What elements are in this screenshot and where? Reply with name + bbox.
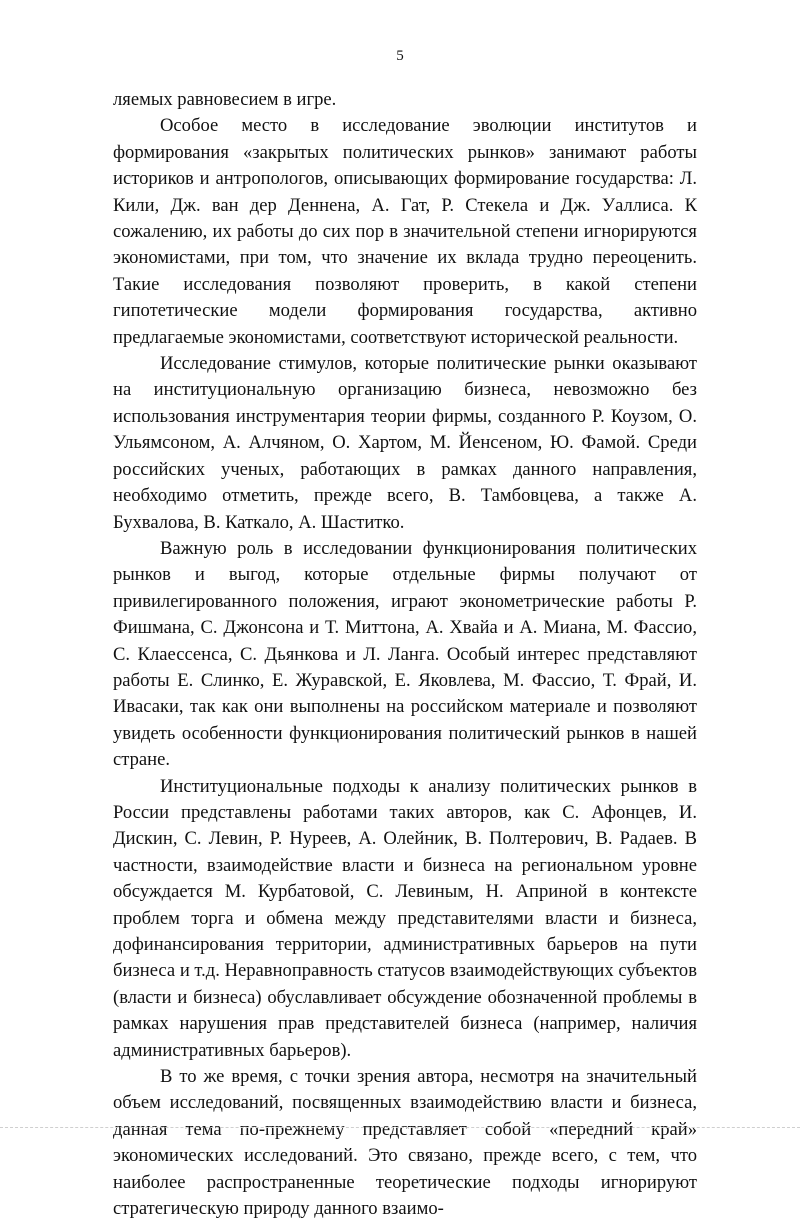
paragraph-firm-theory: Исследование стимулов, которые политические рынки оказывают на институциональную организацию бизнеса, невозможно без использования инструментария теории фирмы, созданного Р. Коузом, О. Ульямсоном, А. Алчяном, О. Хартом, М. Йенсеном, Ю. Фамой. Среди российских ученых, работающих в рамках данного направления, необходимо отметить, прежде всего, В. Тамбовцева, а также А. Бухвалова, В. Каткало, А. Шаститко. — [113, 353, 697, 533]
paragraph-institutional-approaches: Институциональные подходы к анализу политических рынков в России представлены работами таких авторов, как С. Афонцев, И. Дискин, С. Левин, Р. Нуреев, А. Олейник, В. Полтерович, В. Радаев. В частности, взаимодействие власти и бизнеса на региональном уровне обсуждается М. Курбатовой, С. Левиным, Н. Априной в контексте проблем торга и обмена между представителями власти и бизнеса, дофинансирования территории, административных барьеров на пути бизнеса и т.д. Неравноправность статусов взаимодействующих субъектов (власти и бизнеса) обуславливает обсуждение обозначенной проблемы в рамках нарушения прав представителей бизнеса (например, наличия административных барьеров). — [113, 775, 697, 1061]
paragraph-author-view: В то же время, с точки зрения автора, несмотря на значительный объем исследований, посвященных взаимодействию власти и бизнеса, данная тема по-прежнему представляет собой «передний край» экономических исследований. Это связано, прежде всего, с тем, что наиболее распространенные теоретические подходы игнорируют стратегическую природу данного взаимо- — [113, 1066, 697, 1220]
paragraph-closed-markets: Особое место в исследование эволюции институтов и формирования «закрытых политических рынков» занимают работы историков и антропологов, описывающих формирование государства: Л. Кили, Дж. ван дер Деннена, А. Гат, Р. Стекела и Дж. Уаллиса. К сожалению, их работы до сих пор в значительной степени игнорируются экономистами, при том, что значение их вклада трудно переоценить. Такие исследования позволяют проверить, в какой степени гипотетические модели формирования государства, активно предлагаемые экономистами, соответствуют исторической реальности. — [113, 115, 697, 348]
scan-bottom-edge — [0, 1127, 800, 1128]
paragraph-continued: ляемых равновесием в игре. — [113, 89, 337, 110]
page-number: 5 — [396, 48, 404, 64]
paragraph-econometric-works: Важную роль в исследовании функционирования политических рынков и выгод, которые отдельные фирмы получают от привилегированного положения, играют эконометрические работы Р. Фишмана, С. Джонсона и Т. Миттона, А. Хвайа и А. Миана, М. Фассио, С. Клаессенса, С. Дьянкова и Л. Ланга. Особый интерес представляют работы Е. Слинко, Е. Журавской, Е. Яковлева, М. Фассио, Т. Фрай, И. Ивасаки, так как они выполнены на российском материале и позволяют увидеть особенности функционирования политический рынков в нашей стране. — [113, 537, 697, 771]
text-body — [113, 87, 697, 1222]
